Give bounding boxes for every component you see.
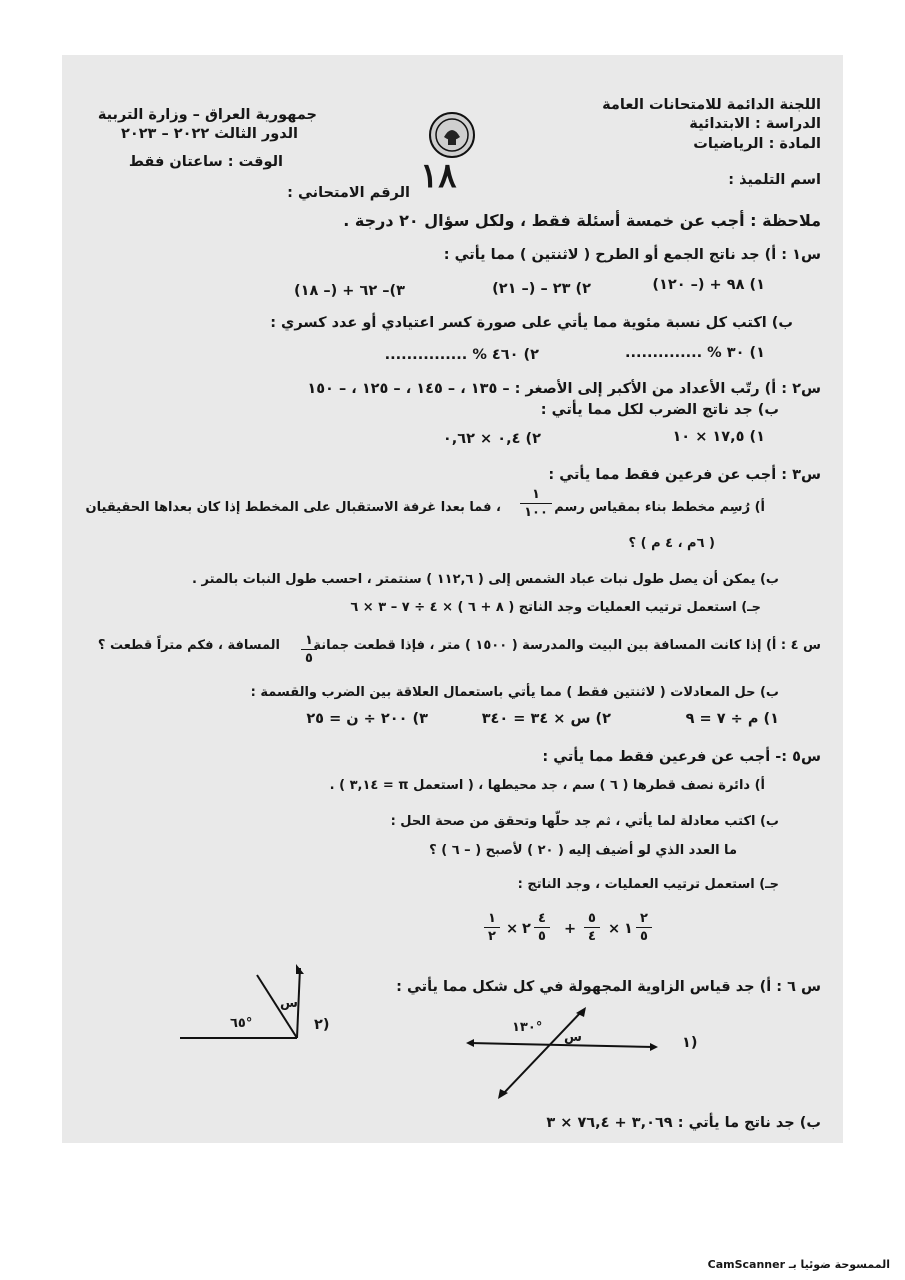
q4-b-item-1: ١) م ÷ ٧ = ٩: [685, 711, 779, 727]
q4-a-text-2: المسافة ، فكم متراً قطعت ؟: [97, 638, 280, 653]
q4-b-prompt: ب) حل المعادلات ( لاثنتين فقط ) مما يأتي باستعمال العلاقة بين الضرب والقسمة :: [250, 685, 779, 700]
q1-a-item-3: ٣)– ٦٢ + (– ١٨): [293, 283, 405, 299]
q5-b-text-2: ما العدد الذي لو أضيف إليه ( ٢٠ ) لأصبح ( – ٦ ) ؟: [429, 843, 737, 858]
q2-b-item-1: ١) ١٧,٥ × ١٠: [672, 429, 765, 445]
exam-number-label: الرقم الامتحاني :: [287, 185, 410, 201]
q3-a-text-2: ، فما بعدا غرفة الاستقبال على المخطط إذا كان بعداها الحقيقيان: [85, 500, 501, 515]
q4-a-fraction-bar: [301, 649, 317, 650]
q5-fraction-2-5: [636, 911, 652, 944]
handwritten-number: ١٨: [420, 156, 457, 196]
fraction-bar: [584, 927, 600, 928]
fig2-label: ٢): [314, 1017, 330, 1033]
q4-a-fraction-denominator: ٥: [305, 651, 313, 666]
iraq-emblem-seal: [428, 111, 476, 159]
numerator: ١: [488, 911, 496, 926]
q5-b-text: ب) اكتب معادلة لما يأتي ، ثم جد حلّها وتحقق من صحة الحل :: [390, 814, 779, 829]
fig2-angle-label: ٦٥°: [230, 1016, 253, 1031]
q4-b-item-2: ٢) س × ٣٤ = ٣٤٠: [481, 711, 611, 727]
q1-a-item-1: ١) ٩٨ + (– ١٢٠): [652, 277, 765, 293]
q4-a-fraction: [301, 633, 317, 666]
op-times-1: ×: [506, 921, 519, 937]
q5-fraction-4-5: [534, 911, 550, 944]
republic-ministry: جمهورية العراق – وزارة التربية: [97, 107, 317, 123]
q2-b-prompt: ب) جد ناتج الضرب لكل مما يأتي :: [540, 402, 779, 418]
fig2-unknown-angle: س: [280, 996, 298, 1011]
numerator: ٤: [538, 911, 546, 926]
denominator: ٢: [488, 929, 496, 944]
fraction-bar: [534, 927, 550, 928]
q5-prompt: س٥ :- أجب عن فرعين فقط مما يأتي :: [542, 749, 821, 765]
camscanner-footer: الممسوحة ضوئيا بـ CamScanner: [707, 1258, 890, 1271]
q3-b-text: ب) يمكن أن يصل طول نبات عباد الشمس إلى ( ١١٢,٦ ) سنتمتر ، احسب طول النبات بالمتر .: [192, 572, 779, 587]
exam-note: ملاحظة : أجب عن خمسة أسئلة فقط ، ولكل سؤال ٢٠ درجة .: [343, 211, 821, 230]
q6-a-prompt: س ٦ : أ) جد قياس الزاوية المجهولة في كل شكل مما يأتي :: [396, 979, 821, 995]
fraction-bar: [484, 927, 500, 928]
exam-time: الوقت : ساعتان فقط: [128, 154, 283, 170]
denominator: ٤: [588, 929, 596, 944]
q1-b-item-1: ١) ٣٠ % ..............: [625, 345, 765, 361]
fig1-label: ١): [682, 1035, 698, 1051]
numerator: ٥: [588, 911, 596, 926]
q1-a-prompt: س١ : أ) جد ناتج الجمع أو الطرح ( لاثنتين ) مما يأتي :: [443, 247, 821, 263]
fraction-bar: [636, 927, 652, 928]
q4-b-item-3: ٣) ٢٠٠ ÷ ن = ٢٥: [306, 711, 428, 727]
q4-a-fraction-numerator: ١: [305, 633, 313, 648]
denominator: ٥: [640, 929, 648, 944]
q4-a-text-1: س ٤ : أ) إذا كانت المسافة بين البيت والمدرسة ( ١٥٠٠ ) متر ، فإذا قطعت جمانة: [313, 638, 821, 653]
denominator: ٥: [538, 929, 546, 944]
q5-fraction-1-2: [484, 911, 500, 944]
study-level: الدراسة : الابتدائية: [689, 116, 821, 132]
q3-a-dims: ( ٦م ، ٤ م ) ؟: [628, 536, 715, 551]
fig1-angle-label: ١٣٠°: [512, 1020, 543, 1035]
q3-a-scale-fraction: [520, 487, 552, 520]
fig1-unknown-angle: س: [564, 1030, 582, 1045]
q3-a-scale-denominator: ١٠٠: [524, 505, 548, 520]
op-plus: +: [564, 921, 577, 937]
numerator: ٢: [640, 911, 648, 926]
q3-a-text-1: أ) رُسِم مخطط بناء بمقياس رسم: [554, 500, 765, 515]
exam-round: الدور الثالث ٢٠٢٢ – ٢٠٢٣: [121, 126, 298, 142]
q5-fraction-5-4: [584, 911, 600, 944]
q5-c-expression: [482, 905, 712, 953]
committee-name: اللجنة الدائمة للامتحانات العامة: [602, 97, 821, 113]
q1-b-prompt: ب) اكتب كل نسبة مئوية مما يأتي على صورة كسر اعتيادي أو عدد كسري :: [270, 315, 793, 331]
q5-a-text: أ) دائرة نصف قطرها ( ٦ ) سم ، جد محيطها ، ( استعمل π = ٣,١٤ ) .: [329, 778, 765, 793]
q3-prompt: س٣ : أجب عن فرعين فقط مما يأتي :: [548, 467, 821, 483]
q6-b-prompt: ب) جد ناتج ما يأتي : ٣,٠٦٩ + ٧٦,٤ × ٣: [546, 1115, 821, 1131]
student-name-label: اسم التلميذ :: [728, 172, 821, 188]
q1-b-item-2: ٢) ٤٦٠ % ...............: [384, 347, 539, 363]
q3-a-scale-numerator: ١: [532, 487, 540, 502]
exam-sheet: [62, 55, 843, 1143]
q5-c-text: جـ) استعمل ترتيب العمليات ، وجد الناتج :: [517, 877, 779, 892]
q3-a-fraction-bar: [520, 503, 552, 504]
q2-a-prompt: س٢ : أ) رتّب الأعداد من الأكبر إلى الأصغر : – ١٣٥ ، – ١٤٥ ، – ١٢٥ ، – ١٥٠: [307, 381, 821, 397]
op-times-2: ×: [608, 921, 621, 937]
whole-1: ١: [624, 921, 633, 937]
subject: المادة : الرياضيات: [693, 136, 821, 152]
fig1-angle-diagram: [462, 1005, 662, 1105]
whole-2: ٢: [522, 921, 531, 937]
q1-a-item-2: ٢) ٢٣ – (– ٢١): [492, 281, 591, 297]
q2-b-item-2: ٢) ٠,٤ × ٠,٦٢: [442, 431, 541, 447]
q3-c-text: جـ) استعمل ترتيب العمليات وجد الناتج ( ٨ + ٦ ) × ٤ ÷ ٧ – ٣ × ٦: [350, 600, 761, 615]
